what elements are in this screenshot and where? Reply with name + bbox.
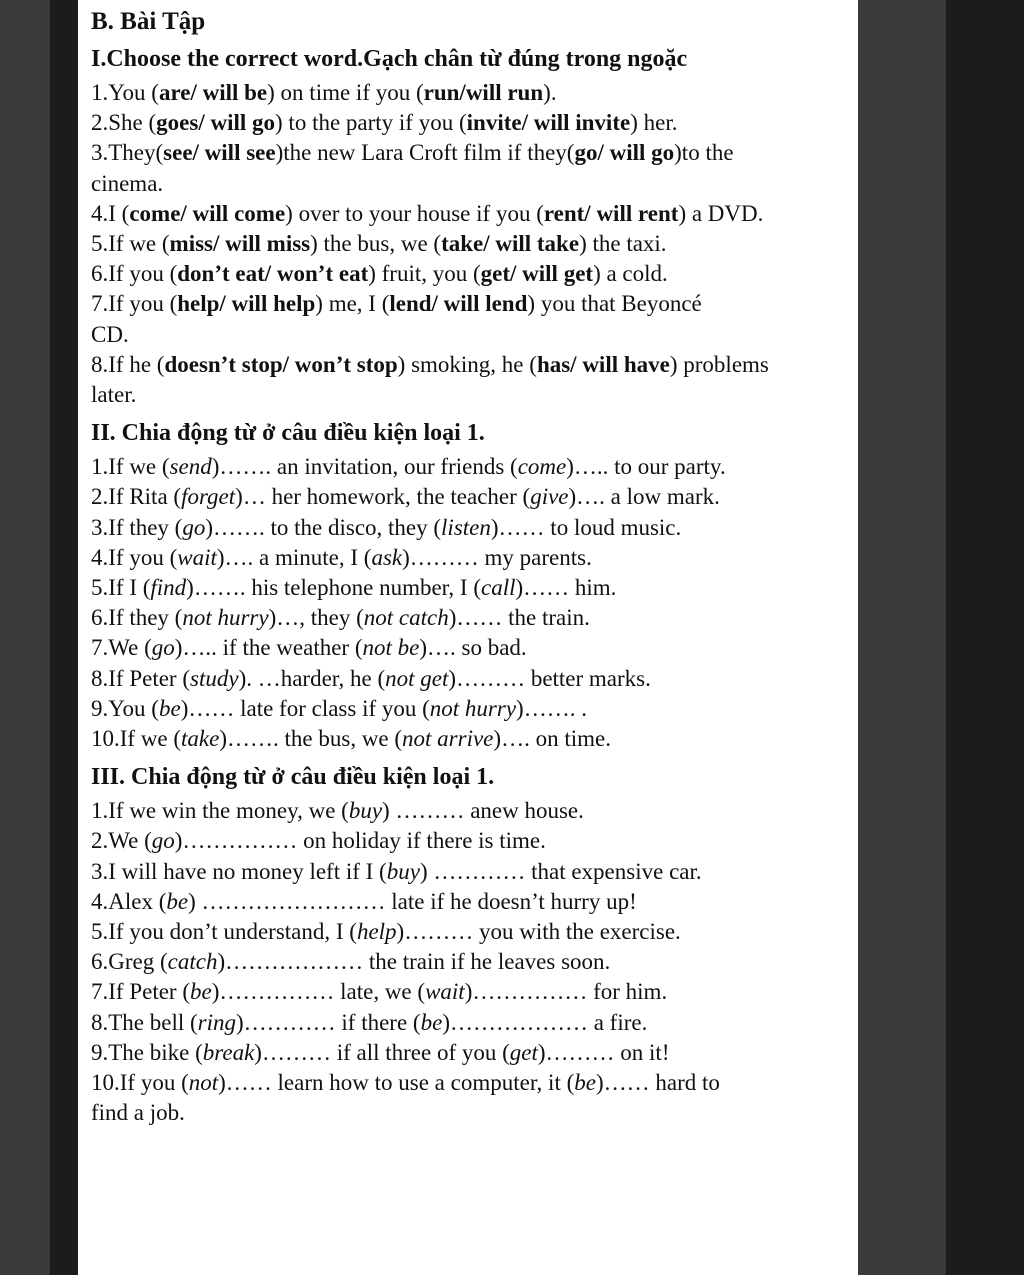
exercise-item	[91, 259, 851, 289]
item-text: )…. a minute, I (	[216, 544, 372, 570]
verb-cue: send	[169, 454, 212, 480]
item-text: 4.Alex (	[91, 888, 167, 914]
item-text: 7.If you (	[91, 291, 178, 317]
exercise-item	[91, 694, 851, 724]
section-3-heading: III. Chia động từ ở câu điều kiện loại 1.	[91, 764, 495, 791]
answer-option: come/ will come	[129, 200, 286, 226]
exercise-item	[91, 289, 711, 349]
item-text: )…. on time.	[493, 726, 611, 752]
item-text: )…. so bad.	[419, 635, 527, 661]
verb-cue: buy	[348, 798, 383, 824]
item-text: )……… my parents.	[402, 544, 592, 570]
item-text: ) a cold.	[593, 261, 668, 287]
verb-cue: forget	[181, 484, 236, 510]
item-text: 6.If they (	[91, 605, 183, 631]
item-text: 10.If you (	[91, 1070, 189, 1096]
exercise-item	[91, 826, 851, 856]
item-text: )…… hard to find a job.	[91, 1070, 720, 1126]
exercise-item	[91, 917, 851, 947]
exercise-item	[91, 796, 851, 826]
exercise-item	[91, 513, 851, 543]
item-text: )…, they (	[268, 605, 364, 631]
item-text: 9.The bike (	[91, 1039, 203, 1065]
item-text: )…………… for him.	[464, 979, 668, 1005]
exercise-item	[91, 603, 851, 633]
section-2-heading: II. Chia động từ ở câu điều kiện loại 1.	[91, 420, 485, 447]
item-text: 5.If we (	[91, 231, 170, 257]
exercise-item	[91, 1038, 851, 1068]
item-text: ) ……… anew house.	[382, 798, 584, 824]
answer-option: has/ will have	[536, 351, 670, 377]
item-text: 1.You (	[91, 80, 159, 105]
exercise-item	[91, 1008, 851, 1038]
item-text: ) on time if you (	[267, 80, 424, 105]
answer-option: run/will run	[423, 80, 544, 105]
exercise-item	[91, 664, 851, 694]
item-text: ) a DVD.	[678, 200, 764, 226]
verb-cue: be	[190, 979, 212, 1005]
item-text: )……… you with the exercise.	[396, 919, 681, 945]
item-text: ) smoking, he (	[397, 351, 537, 377]
exercise-item	[91, 543, 851, 573]
exercise-item	[91, 108, 851, 138]
item-text: 10.If we (	[91, 726, 182, 752]
item-text: ). …harder, he (	[238, 665, 386, 691]
item-text: )…… learn how to use a computer, it (	[218, 1070, 575, 1096]
verb-cue: go	[151, 828, 175, 854]
section-1-list	[91, 78, 851, 410]
item-text: )…… to loud music.	[490, 514, 682, 540]
item-text: 6.Greg (	[91, 949, 168, 975]
item-text: 8.If Peter (	[91, 665, 190, 691]
exercise-item	[91, 1068, 741, 1128]
verb-cue: give	[530, 484, 569, 510]
page-title: B. Bài Tập	[91, 8, 206, 35]
viewer-left-margin	[0, 0, 50, 1275]
verb-cue: ring	[197, 1009, 236, 1035]
item-text: ) the taxi.	[579, 231, 667, 257]
answer-option: go/ will go	[574, 140, 675, 166]
exercise-item	[91, 482, 781, 512]
verb-cue: listen	[441, 514, 491, 540]
exercise-item	[91, 724, 851, 754]
verb-cue: help	[356, 919, 397, 945]
exercise-item	[91, 947, 851, 977]
answer-option: miss/ will miss	[169, 231, 311, 257]
item-text: )……. to the disco, they (	[205, 514, 442, 540]
verb-cue: call	[480, 575, 516, 601]
verb-cue: get	[509, 1039, 538, 1065]
item-text: ) the bus, we (	[310, 231, 442, 257]
verb-cue: be	[420, 1009, 443, 1035]
verb-cue: go	[151, 635, 175, 661]
verb-cue: go	[182, 514, 206, 540]
item-text: 5.If you don’t understand, I (	[91, 919, 357, 945]
verb-cue: not get	[385, 665, 449, 691]
section-1-heading: I.Choose the correct word.Gạch chân từ đúng trong ngoặc	[91, 46, 688, 72]
item-text: )……. the bus, we (	[219, 726, 403, 752]
item-text: 2.She (	[91, 110, 157, 136]
item-text: ) you that Beyoncé CD.	[91, 291, 702, 347]
item-text: )….. to our party.	[566, 454, 726, 480]
item-text: 9.You (	[91, 695, 159, 721]
item-text: )the new Lara Croft film if they(	[275, 140, 575, 166]
exercise-item	[91, 857, 761, 887]
item-text: )……. his telephone number, I (	[186, 575, 481, 601]
verb-cue: come	[517, 454, 567, 480]
item-text: )………… if there (	[236, 1009, 421, 1035]
item-text: )…. a low mark.	[568, 484, 720, 510]
verb-cue: be	[166, 888, 189, 914]
viewer-scrollbar-area[interactable]	[858, 0, 946, 1275]
exercise-item	[91, 229, 851, 259]
section-3-list	[91, 796, 851, 1128]
exercise-item	[91, 78, 851, 108]
verb-cue: wait	[425, 979, 465, 1005]
item-text: 3.If they (	[91, 514, 183, 540]
item-text: ) …………………… late if he doesn’t hurry up!	[188, 888, 637, 914]
item-text: ) ………… that expensive car.	[419, 858, 702, 884]
document-page	[78, 0, 858, 1275]
item-text: 8.If he (	[91, 351, 165, 377]
item-text: )…………… late, we (	[211, 979, 426, 1005]
exercise-item	[91, 138, 741, 198]
item-text: 2.We (	[91, 828, 152, 854]
item-text: 1.If we win the money, we (	[91, 798, 349, 824]
item-text: )……. .	[516, 695, 587, 721]
item-text: )….. if the weather (	[174, 635, 363, 661]
verb-cue: not catch	[363, 605, 449, 631]
verb-cue: not hurry	[429, 695, 517, 721]
verb-cue: ask	[371, 544, 403, 570]
answer-option: see/ will see	[163, 140, 276, 166]
item-text: 6.If you (	[91, 261, 178, 287]
item-text: )to the cinema.	[91, 140, 734, 196]
answer-option: goes/ will go	[156, 110, 276, 136]
verb-cue: be	[158, 695, 181, 721]
item-text: ) over to your house if you (	[285, 200, 544, 226]
verb-cue: not	[188, 1070, 219, 1096]
document-body	[91, 8, 851, 1131]
verb-cue: wait	[177, 544, 217, 570]
verb-cue: find	[150, 575, 187, 601]
item-text: ) to the party if you (	[275, 110, 467, 136]
answer-option: invite/ will invite	[466, 110, 631, 136]
item-text: 2.If Rita (	[91, 484, 182, 510]
item-text: 7.If Peter (	[91, 979, 190, 1005]
item-text: 3.They(	[91, 140, 164, 166]
verb-cue: take	[181, 726, 220, 752]
verb-cue: be	[574, 1070, 596, 1096]
item-text: 4.If you (	[91, 544, 178, 570]
answer-option: lend/ will lend	[389, 291, 528, 317]
exercise-item	[91, 573, 851, 603]
item-text: 8.The bell (	[91, 1009, 198, 1035]
item-text: ) me, I (	[315, 291, 390, 317]
item-text: )……… better marks.	[448, 665, 651, 691]
exercise-item	[91, 350, 781, 410]
item-text: )…… the train.	[448, 605, 590, 631]
item-text: )… her homework, the teacher (	[235, 484, 531, 510]
answer-option: get/ will get	[480, 261, 594, 287]
answer-option: help/ will help	[177, 291, 316, 317]
answer-option: doesn’t stop/ won’t stop	[164, 351, 398, 377]
answer-option: take/ will take	[441, 231, 580, 257]
exercise-item	[91, 887, 851, 917]
item-text: 7.We (	[91, 635, 152, 661]
item-text: )……………… a fire.	[442, 1009, 648, 1035]
item-text: 5.If I (	[91, 575, 151, 601]
item-text: )……… if all three of you (	[254, 1039, 510, 1065]
item-text: ) her.	[630, 110, 678, 136]
item-text: )…… late for class if you (	[180, 695, 430, 721]
exercise-item	[91, 452, 781, 482]
verb-cue: break	[202, 1039, 255, 1065]
exercise-item	[91, 633, 851, 663]
item-text: )…… him.	[515, 575, 617, 601]
answer-option: are/ will be	[158, 80, 268, 105]
verb-cue: not hurry	[182, 605, 269, 631]
item-text: )……. an invitation, our friends (	[211, 454, 518, 480]
item-text: )……………… the train if he leaves soon.	[217, 949, 611, 975]
verb-cue: not arrive	[402, 726, 494, 752]
answer-option: don’t eat/ won’t eat	[177, 261, 369, 287]
item-text: 1.If we (	[91, 454, 170, 480]
verb-cue: study	[190, 665, 239, 691]
answer-option: rent/ will rent	[543, 200, 679, 226]
item-text: )……… on it!	[537, 1039, 670, 1065]
verb-cue: catch	[167, 949, 218, 975]
item-text: )…………… on holiday if there is time.	[174, 828, 546, 854]
exercise-item	[91, 977, 851, 1007]
item-text: 4.I (	[91, 200, 130, 226]
verb-cue: not be	[362, 635, 420, 661]
section-2-list	[91, 452, 851, 754]
item-text: ) fruit, you (	[368, 261, 481, 287]
verb-cue: buy	[386, 858, 420, 884]
exercise-item	[91, 199, 781, 229]
item-text: ) problems later.	[91, 351, 769, 408]
item-text: ).	[543, 80, 557, 105]
item-text: 3.I will have no money left if I (	[91, 858, 387, 884]
